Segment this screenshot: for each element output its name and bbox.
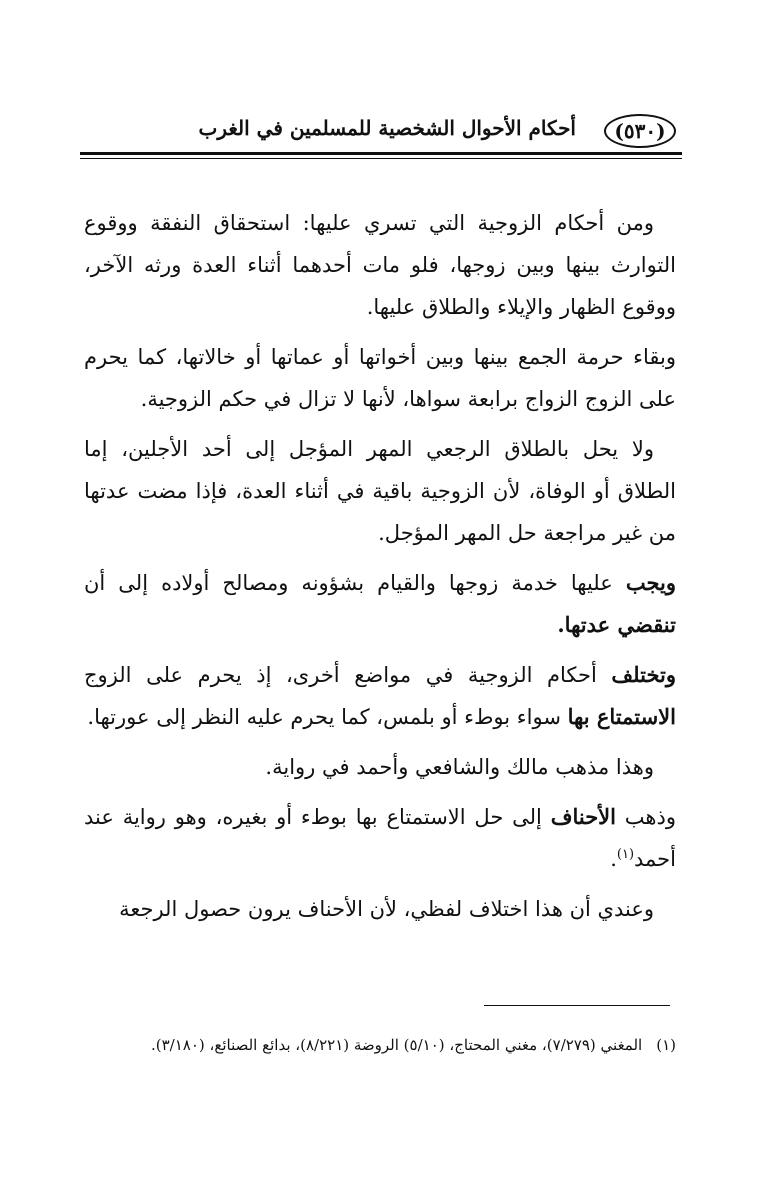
- emphasis-text: تنقضي عدتها.: [557, 612, 676, 637]
- paragraph-text: عليها خدمة زوجها والقيام بشؤونه ومصالح أولاده إلى أن: [84, 571, 626, 595]
- paragraph-3: [84, 428, 676, 554]
- paragraph-text: ومن أحكام الزوجية التي تسري عليها: استحقاق النفقة ووقوع التوارث بينها وبين زوجها، فلو مات أحدهما أثناء العدة ورثه الآخر، ووقوع الظهار والإيلاء والطلاق عليها.: [84, 211, 676, 319]
- paragraph-8: [84, 888, 676, 930]
- paragraph-text: .: [610, 847, 617, 871]
- paragraph-text: ولا يحل بالطلاق الرجعي المهر المؤجل إلى أحد الأجلين، إما الطلاق أو الوفاة، لأن الزوجية باقية في أثناء العدة، فإذا مضت عدتها من غير مراجعة حل المهر المؤجل.: [84, 437, 676, 545]
- main-text: [84, 202, 676, 938]
- footnote-text: المغني (٧/٢٧٩)، مغني المحتاج، (٥/١٠) الروضة (٨/٢٢١)، بدائع الصنائع، (٣/١٨٠).: [150, 1036, 643, 1054]
- running-title: أحكام الأحوال الشخصية للمسلمين في الغرب: [198, 116, 576, 140]
- paragraph-5: [84, 654, 676, 738]
- footnotes: [84, 1030, 676, 1060]
- footnote-reference[interactable]: (١): [616, 847, 635, 862]
- paragraph-text: وبقاء حرمة الجمع بينها وبين أخواتها أو عماتها أو خالاتها، كما يحرم على الزوج الزواج برابعة سواها، لأنها لا تزال في حكم الزوجية.: [84, 345, 676, 411]
- paragraph-6: [84, 746, 676, 788]
- page-number: (٥٣٠): [604, 114, 676, 148]
- paragraph-4: [84, 562, 676, 646]
- emphasis-text: وتختلف: [611, 662, 676, 687]
- paragraph-text: وعندي أن هذا اختلاف لفظي، لأن الأحناف يرون حصول الرجعة: [119, 897, 654, 921]
- paragraph-text: وذهب: [615, 805, 676, 829]
- emphasis-text: الاستمتاع بها: [567, 704, 676, 729]
- paragraph-text: وهذا مذهب مالك والشافعي وأحمد في رواية.: [265, 755, 654, 779]
- header-rule-thin: [80, 158, 682, 159]
- header-rule: [80, 152, 682, 155]
- footnote-separator: [484, 1005, 670, 1006]
- emphasis-text: ويجب: [625, 570, 676, 595]
- paragraph-2: [84, 336, 676, 420]
- paragraph-7: [84, 796, 676, 880]
- page-header: [80, 112, 680, 156]
- paragraph-text: سواء بوطء أو بلمس، كما يحرم عليه النظر إلى عورتها.: [87, 705, 568, 729]
- footnote-1: [84, 1030, 676, 1060]
- emphasis-text: الأحناف: [550, 804, 616, 829]
- paragraph-text: إلى حل الاستمتاع بها بوطء أو بغيره، وهو رواية عند أحمد: [84, 805, 676, 871]
- footnote-marker: (١): [656, 1036, 676, 1054]
- paragraph-text: أحكام الزوجية في مواضع أخرى، إذ يحرم على الزوج: [84, 663, 612, 687]
- paragraph-1: [84, 202, 676, 328]
